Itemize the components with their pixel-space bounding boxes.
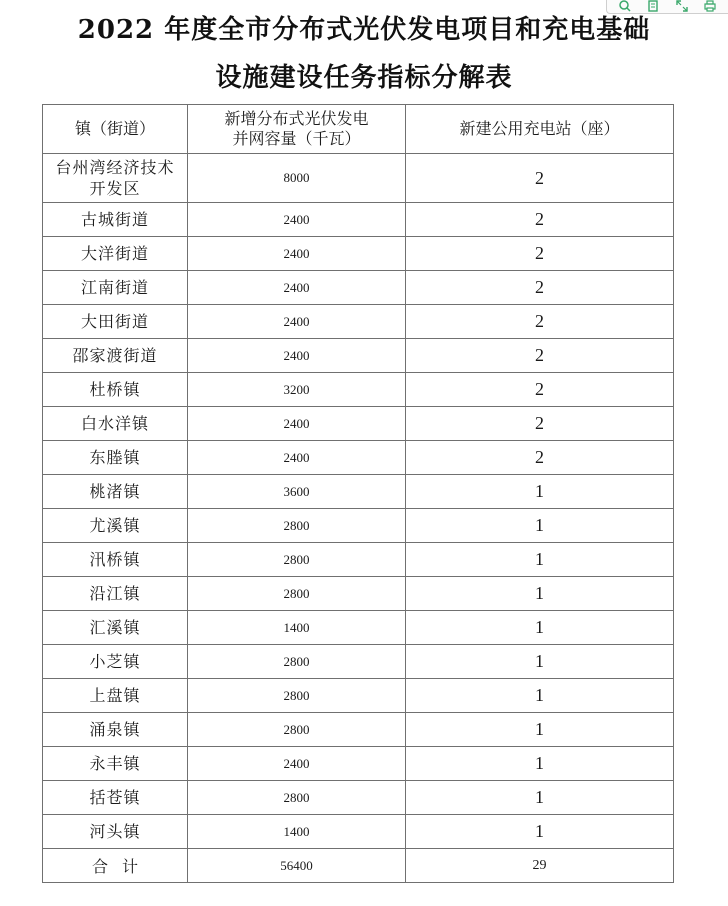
pv-capacity-cell: 2400 bbox=[188, 747, 406, 781]
town-cell bbox=[43, 373, 188, 407]
charging-stations-cell: 2 bbox=[406, 373, 674, 407]
town-name: 大洋街道 bbox=[80, 244, 149, 263]
table-row bbox=[43, 645, 674, 679]
table-row bbox=[43, 577, 674, 611]
table-row bbox=[43, 679, 674, 713]
document-title-line-1: 2022 年度全市分布式光伏发电项目和充电基础 bbox=[77, 15, 651, 45]
town-cell bbox=[43, 475, 188, 509]
table-row bbox=[43, 543, 674, 577]
town-name-line-2: 开发区 bbox=[89, 179, 141, 198]
table-row bbox=[43, 339, 674, 373]
charging-stations-cell: 1 bbox=[406, 679, 674, 713]
town-cell bbox=[43, 543, 188, 577]
town-name: 白水洋镇 bbox=[80, 414, 149, 433]
header-town: 镇（街道） bbox=[43, 105, 188, 154]
town-name: 杜桥镇 bbox=[89, 380, 141, 399]
pv-capacity-cell: 2400 bbox=[188, 237, 406, 271]
town-cell bbox=[43, 203, 188, 237]
town-cell bbox=[43, 577, 188, 611]
town-cell bbox=[43, 339, 188, 373]
pv-capacity-cell: 2400 bbox=[188, 441, 406, 475]
pv-capacity-cell: 2800 bbox=[188, 713, 406, 747]
table-row bbox=[43, 611, 674, 645]
town-name: 涌泉镇 bbox=[89, 720, 141, 739]
town-cell bbox=[43, 611, 188, 645]
charging-stations-cell: 2 bbox=[406, 271, 674, 305]
table-row bbox=[43, 781, 674, 815]
charging-stations-cell: 1 bbox=[406, 645, 674, 679]
charging-stations-cell: 1 bbox=[406, 543, 674, 577]
town-cell bbox=[43, 747, 188, 781]
charging-stations-cell: 2 bbox=[406, 305, 674, 339]
total-charging-stations: 29 bbox=[406, 849, 674, 883]
pv-capacity-cell: 1400 bbox=[188, 611, 406, 645]
pv-capacity-cell: 2800 bbox=[188, 645, 406, 679]
pv-capacity-cell: 2800 bbox=[188, 679, 406, 713]
table-row bbox=[43, 815, 674, 849]
town-name: 台州湾经济技术 bbox=[55, 158, 175, 177]
table-row bbox=[43, 373, 674, 407]
town-name: 小芝镇 bbox=[89, 652, 141, 671]
charging-stations-cell: 2 bbox=[406, 407, 674, 441]
charging-stations-cell: 1 bbox=[406, 747, 674, 781]
pv-capacity-cell: 2400 bbox=[188, 203, 406, 237]
town-name: 桃渚镇 bbox=[89, 482, 141, 501]
pv-capacity-cell: 2800 bbox=[188, 509, 406, 543]
pv-capacity-cell: 3200 bbox=[188, 373, 406, 407]
town-name: 括苍镇 bbox=[89, 788, 141, 807]
charging-stations-cell: 2 bbox=[406, 441, 674, 475]
charging-stations-cell: 1 bbox=[406, 611, 674, 645]
pv-capacity-cell: 2400 bbox=[188, 305, 406, 339]
charging-stations-cell: 2 bbox=[406, 237, 674, 271]
table-row bbox=[43, 271, 674, 305]
table-row bbox=[43, 305, 674, 339]
header-pv-line-2: 并网容量（千瓦） bbox=[232, 129, 361, 148]
town-cell bbox=[43, 509, 188, 543]
pv-capacity-cell: 2800 bbox=[188, 781, 406, 815]
charging-stations-cell: 2 bbox=[406, 339, 674, 373]
table-header-row bbox=[43, 105, 674, 154]
town-name: 永丰镇 bbox=[89, 754, 141, 773]
town-name: 沿江镇 bbox=[89, 584, 141, 603]
town-name: 河头镇 bbox=[89, 822, 141, 841]
task-allocation-table bbox=[42, 104, 674, 883]
total-label: 合计 bbox=[43, 849, 188, 883]
town-cell bbox=[43, 441, 188, 475]
town-cell bbox=[43, 271, 188, 305]
pv-capacity-cell: 2400 bbox=[188, 271, 406, 305]
charging-stations-cell: 2 bbox=[406, 203, 674, 237]
town-cell bbox=[43, 815, 188, 849]
table-row bbox=[43, 713, 674, 747]
town-name: 大田街道 bbox=[80, 312, 149, 331]
pv-capacity-cell: 2800 bbox=[188, 543, 406, 577]
table-row bbox=[43, 475, 674, 509]
table-row bbox=[43, 407, 674, 441]
charging-stations-cell: 1 bbox=[406, 713, 674, 747]
town-cell bbox=[43, 305, 188, 339]
table-row bbox=[43, 509, 674, 543]
town-name: 上盘镇 bbox=[89, 686, 141, 705]
header-pv-line-1: 新增分布式光伏发电 bbox=[224, 109, 369, 128]
charging-stations-cell: 1 bbox=[406, 815, 674, 849]
document-title-line-2: 设施建设任务指标分解表 bbox=[215, 63, 513, 93]
table-row bbox=[43, 237, 674, 271]
town-name: 邵家渡街道 bbox=[72, 346, 158, 365]
total-row bbox=[43, 849, 674, 883]
pv-capacity-cell: 8000 bbox=[188, 154, 406, 203]
charging-stations-cell: 1 bbox=[406, 577, 674, 611]
town-cell bbox=[43, 713, 188, 747]
town-cell bbox=[43, 781, 188, 815]
table-row bbox=[43, 747, 674, 781]
town-name: 江南街道 bbox=[80, 278, 149, 297]
charging-stations-cell: 1 bbox=[406, 475, 674, 509]
town-cell bbox=[43, 237, 188, 271]
town-name: 古城街道 bbox=[80, 210, 149, 229]
table-row bbox=[43, 154, 674, 203]
total-pv-capacity: 56400 bbox=[188, 849, 406, 883]
pv-capacity-cell: 2800 bbox=[188, 577, 406, 611]
town-name: 汇溪镇 bbox=[89, 618, 141, 637]
table-row bbox=[43, 441, 674, 475]
town-cell bbox=[43, 645, 188, 679]
header-pv-capacity bbox=[188, 105, 406, 154]
pv-capacity-cell: 3600 bbox=[188, 475, 406, 509]
town-name: 尤溪镇 bbox=[89, 516, 141, 535]
charging-stations-cell: 1 bbox=[406, 509, 674, 543]
header-charging-stations: 新建公用充电站（座） bbox=[406, 105, 674, 154]
town-cell bbox=[43, 154, 188, 203]
pv-capacity-cell: 2400 bbox=[188, 407, 406, 441]
charging-stations-cell: 1 bbox=[406, 781, 674, 815]
pv-capacity-cell: 1400 bbox=[188, 815, 406, 849]
table-row bbox=[43, 203, 674, 237]
pv-capacity-cell: 2400 bbox=[188, 339, 406, 373]
town-cell bbox=[43, 407, 188, 441]
charging-stations-cell: 2 bbox=[406, 154, 674, 203]
town-cell bbox=[43, 679, 188, 713]
town-name: 东塍镇 bbox=[89, 448, 141, 467]
town-name: 汛桥镇 bbox=[89, 550, 141, 569]
